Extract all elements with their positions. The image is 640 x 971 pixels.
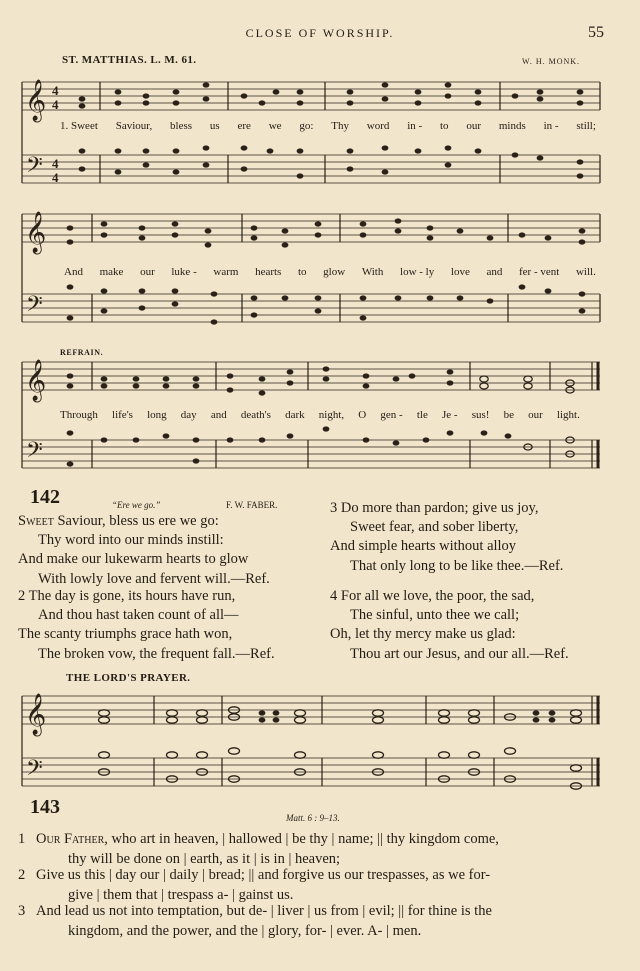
treble-clef-icon: 𝄞 — [25, 212, 47, 253]
bass-clef-icon: 𝄢 — [26, 756, 43, 786]
music-system-4 — [0, 680, 640, 795]
treble-clef-icon: 𝄞 — [25, 694, 47, 735]
page-number: 55 — [588, 24, 604, 41]
treble-staff-3 — [22, 362, 600, 390]
half-notes-3 — [480, 376, 574, 393]
composer-credit: W. H. MONK. — [522, 57, 581, 66]
lyrics-row-2: And make our luke - warm hearts to glow With low - ly love and fer - vent will. — [64, 266, 596, 278]
tune-title-lords-prayer: THE LORD'S PRAYER. — [66, 672, 191, 684]
bass-clef-icon: 𝄢 — [26, 153, 43, 183]
bass-clef-icon: 𝄢 — [26, 438, 43, 468]
music-system-1 — [0, 70, 640, 200]
treble-notes-3 — [67, 366, 454, 395]
svg-text:4: 4 — [52, 97, 59, 112]
lyrics-row-3: Through life's long day and death's dark night, O gen - tle Je - sus! be our light. — [60, 409, 580, 421]
stanza-2: 2 The day is gone, its hours have run, And thou hast taken count of all— The scanty triumphs grace hath won, The broken vow, the frequent fall.—Ref. — [18, 588, 275, 662]
bass-clef-icon: 𝄢 — [26, 292, 43, 322]
bass-staff-1 — [22, 155, 600, 183]
scripture-reference: Matt. 6 : 9–13. — [286, 813, 340, 823]
hymn-number-142: 142 — [30, 486, 60, 508]
bass-staff-3 — [22, 440, 600, 468]
hymn-number-143: 143 — [30, 796, 60, 818]
stanza-1: Sweet Saviour, bless us ere we go: Thy word into our minds instill: And make our lukewarm hearts to glow With lowly love and fervent will.—Ref. — [18, 513, 270, 587]
refrain-label: REFRAIN. — [60, 348, 104, 357]
chant-notes-bass — [99, 748, 582, 789]
stanza-3: 3 Do more than pardon; give us joy, Sweet fear, and sober liberty, And simple hearts without alloy That only long to be like thee.—Ref. — [330, 500, 564, 574]
treble-clef-icon: 𝄞 — [25, 80, 47, 121]
treble-notes-1 — [79, 82, 584, 108]
hymn-142-author: F. W. FABER. — [226, 500, 278, 510]
running-head: CLOSE OF WORSHIP. — [245, 26, 395, 40]
svg-text:4: 4 — [52, 156, 59, 171]
bass-staff-2 — [22, 294, 600, 322]
chant-verse-3: 3 And lead us not into temptation, but de- | liver | us from | evil; || for thine is the kingdom, and the power, and the | glory, for- | ever. A- | men. — [18, 903, 492, 939]
chant-notes-treble — [99, 707, 582, 723]
chant-verse-2: 2 Give us this | day our | daily | bread; || and forgive us our trespasses, as we for- give | them that | trespass a- | gainst us. — [18, 867, 491, 903]
chant-verse-1: 1 Our Father, who art in heaven, | hallowed | be thy | name; || thy kingdom come, thy will be done on | earth, as it | is in | heaven; — [18, 831, 499, 867]
svg-text:4: 4 — [52, 170, 59, 185]
svg-text:4: 4 — [52, 83, 59, 98]
bass-notes-3 — [67, 426, 512, 466]
treble-staff-2 — [22, 214, 600, 242]
stanza-4: 4 For all we love, the poor, the sad, The sinful, unto thee we call; Oh, let thy mercy make us glad: Thou art our Jesus, and our all.—Ref. — [330, 588, 569, 662]
lyrics-row-1: 1. Sweet Saviour, bless us ere we go: Thy word in - to our minds in - still; — [60, 120, 596, 132]
treble-clef-icon: 𝄞 — [25, 360, 47, 401]
tune-title-st-matthias: ST. MATTHIAS. L. M. 61. — [62, 54, 197, 66]
hymn-142-source: “Ere we go.” — [112, 500, 161, 510]
